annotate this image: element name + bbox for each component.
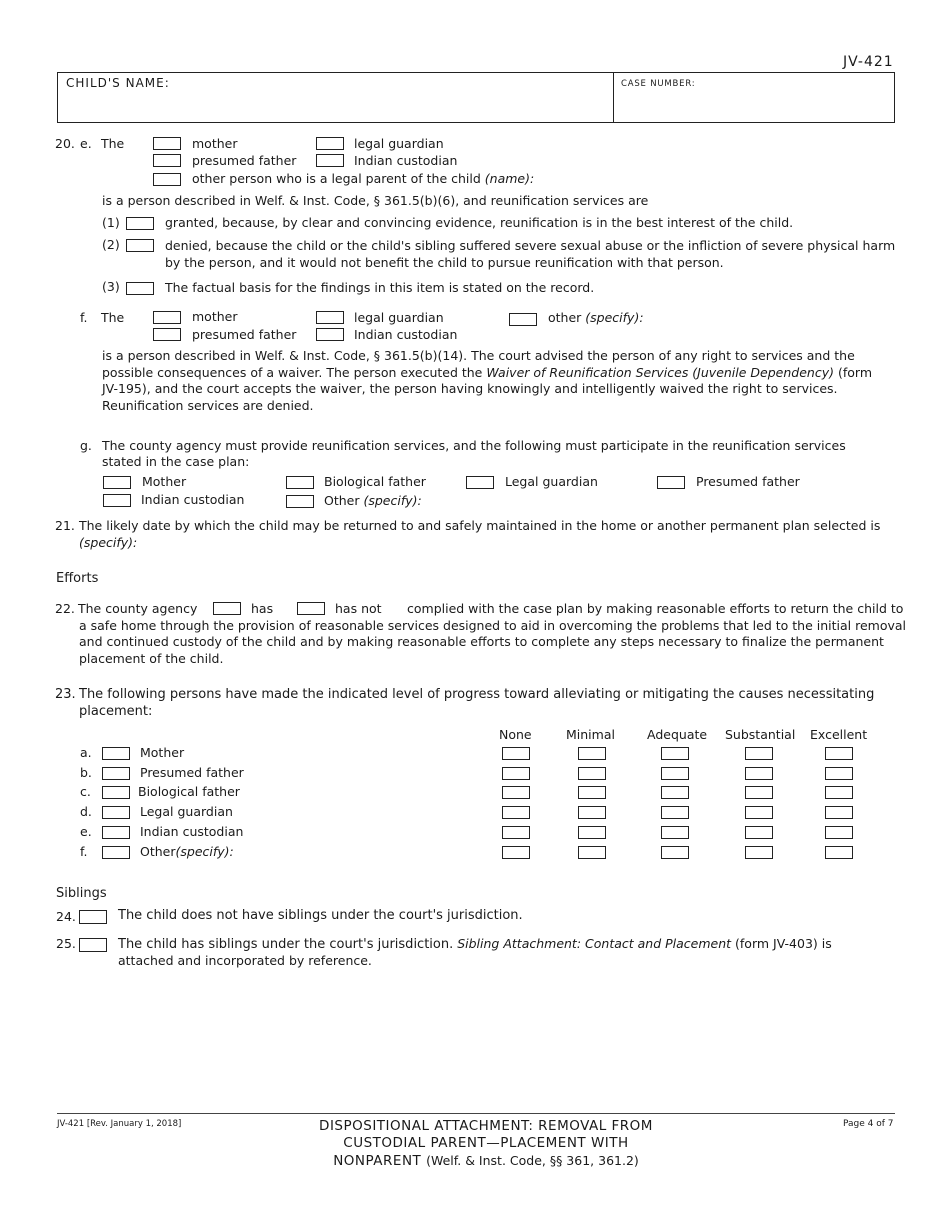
footer-revision: JV-421 [Rev. January 1, 2018] xyxy=(57,1119,182,1129)
childs-name-field[interactable] xyxy=(60,94,610,120)
progress-cell-substantial[interactable] xyxy=(745,826,773,839)
item-21-line1: The likely date by which the child may be returned to and safely maintained in the home or another permanent plan selected is xyxy=(79,518,881,533)
progress-row-label-text: Other xyxy=(140,844,176,859)
progress-row-checkbox[interactable] xyxy=(102,786,130,799)
checkbox-20g-other[interactable] xyxy=(286,495,314,508)
progress-cell-minimal[interactable] xyxy=(578,826,606,839)
progress-row-label-text: Presumed father xyxy=(140,765,244,780)
progress-cell-adequate[interactable] xyxy=(661,806,689,819)
progress-cell-adequate[interactable] xyxy=(661,826,689,839)
checkbox-20e-indian-custodian[interactable] xyxy=(316,154,344,167)
progress-cell-excellent[interactable] xyxy=(825,846,853,859)
progress-row-label xyxy=(140,745,184,760)
progress-cell-excellent[interactable] xyxy=(825,806,853,819)
label-20e-mother: mother xyxy=(192,136,238,151)
item-25-text-b: (form JV-403) is xyxy=(735,936,832,951)
progress-cell-excellent[interactable] xyxy=(825,747,853,760)
label-20g-biological-father: Biological father xyxy=(324,474,426,489)
progress-row-label xyxy=(140,844,234,859)
efforts-heading: Efforts xyxy=(56,571,99,586)
label-20f-legal-guardian: legal guardian xyxy=(354,310,444,325)
item-20e-described: is a person described in Welf. & Inst. Code, § 361.5(b)(6), and reunification services are xyxy=(102,193,649,208)
progress-cell-adequate[interactable] xyxy=(661,786,689,799)
item-20f-the: The xyxy=(101,310,125,325)
item-21-specify: (specify): xyxy=(79,535,138,550)
footer-rule xyxy=(57,1113,895,1114)
progress-row-label-text: Indian custodian xyxy=(140,824,244,839)
progress-row-checkbox[interactable] xyxy=(102,826,130,839)
item-24-number: 24. xyxy=(56,909,76,924)
name-hint: (name): xyxy=(484,171,535,186)
item-22-county-agency: The county agency xyxy=(78,601,198,616)
checkbox-20e-other-person[interactable] xyxy=(153,173,181,186)
item-22-line4: placement of the child. xyxy=(79,651,224,666)
checkbox-20g-legal-guardian[interactable] xyxy=(466,476,494,489)
item-22-number: 22. xyxy=(55,601,75,616)
progress-cell-none[interactable] xyxy=(502,846,530,859)
progress-cell-substantial[interactable] xyxy=(745,747,773,760)
label-20g-presumed-father: Presumed father xyxy=(696,474,800,489)
item-25-line2: attached and incorporated by reference. xyxy=(118,953,372,968)
checkbox-20e-granted[interactable] xyxy=(126,217,154,230)
progress-row-label xyxy=(140,765,244,780)
label-22-has: has xyxy=(251,601,274,616)
checkbox-20g-presumed-father[interactable] xyxy=(657,476,685,489)
paragraph-part-b: (form JV-195), and the court accepts the waiver, the person having knowingly and intelligently waived the right to services. Reunification services are denied. xyxy=(102,364,872,413)
footer-title-cite: (Welf. & Inst. Code, §§ 361, 361.2) xyxy=(426,1153,639,1168)
progress-cell-minimal[interactable] xyxy=(578,747,606,760)
sibling-attachment-title: Sibling Attachment: Contact and Placement xyxy=(457,936,732,951)
checkbox-20e-legal-guardian[interactable] xyxy=(316,137,344,150)
label-20g-mother: Mother xyxy=(142,474,187,489)
item-23-line1: The following persons have made the indicated level of progress toward alleviating or mitigating the causes necessitating xyxy=(79,687,875,702)
progress-column-header: None xyxy=(499,727,532,742)
progress-row-label-text: Legal guardian xyxy=(140,804,233,819)
progress-column-header: Minimal xyxy=(566,727,615,742)
progress-column-header: Excellent xyxy=(810,727,868,742)
item-20e-the: The xyxy=(101,136,125,151)
childs-name-label: CHILD'S NAME: xyxy=(66,76,170,90)
progress-row-letter: a. xyxy=(80,745,92,760)
checkbox-20f-other[interactable] xyxy=(509,313,537,326)
item-20f-letter: f. xyxy=(80,310,88,325)
item-23-number: 23. xyxy=(55,687,76,702)
progress-cell-substantial[interactable] xyxy=(745,767,773,780)
label-20f-presumed-father: presumed father xyxy=(192,327,297,342)
case-number-label: CASE NUMBER: xyxy=(621,79,696,89)
progress-cell-none[interactable] xyxy=(502,826,530,839)
progress-row-checkbox[interactable] xyxy=(102,846,130,859)
progress-cell-none[interactable] xyxy=(502,747,530,760)
label-22-has-not: has not xyxy=(335,601,382,616)
progress-cell-substantial[interactable] xyxy=(745,786,773,799)
progress-cell-minimal[interactable] xyxy=(578,786,606,799)
progress-cell-minimal[interactable] xyxy=(578,846,606,859)
progress-column-header: Adequate xyxy=(647,727,708,742)
progress-cell-none[interactable] xyxy=(502,786,530,799)
paragraph-part-a: is a person described in Welf. & Inst. Code, § 361.5(b)(14). The court advised the person of any right to services and the possible consequences of a waiver. The person executed the xyxy=(102,348,855,380)
item-21-number: 21. xyxy=(55,518,75,533)
progress-cell-substantial[interactable] xyxy=(745,806,773,819)
label-20f-mother: mother xyxy=(192,309,238,324)
progress-row-letter: c. xyxy=(80,784,91,799)
progress-row-label xyxy=(140,804,233,819)
item-22-line1-rest: complied with the case plan by making reasonable efforts to return the child to xyxy=(407,601,904,616)
header-divider xyxy=(613,72,614,123)
specify-hint: (specify): xyxy=(175,844,234,859)
progress-row-letter: b. xyxy=(80,765,92,780)
progress-cell-none[interactable] xyxy=(502,806,530,819)
label-20e-presumed-father: presumed father xyxy=(192,153,297,168)
label-20e-other-person xyxy=(192,171,534,186)
checkbox-20e-factual-basis[interactable] xyxy=(126,282,154,295)
item-25-number: 25. xyxy=(56,936,76,951)
checkbox-22-has-not[interactable] xyxy=(297,602,325,615)
other-person-text: other person who is a legal parent of the child xyxy=(192,171,481,186)
option-3-text: The factual basis for the findings in this item is stated on the record. xyxy=(165,280,595,295)
label-20g-legal-guardian: Legal guardian xyxy=(505,474,598,489)
checkbox-20e-denied[interactable] xyxy=(126,239,154,252)
progress-cell-excellent[interactable] xyxy=(825,767,853,780)
form-id: JV-421 xyxy=(843,54,894,70)
item-20g-line2: stated in the case plan: xyxy=(102,454,250,469)
progress-row-label xyxy=(140,824,243,839)
label-20e-legal-guardian: legal guardian xyxy=(354,136,444,151)
item-22-line3: and continued custody of the child and by making reasonable efforts to complete any steps necessary to finalize the permanent xyxy=(79,634,884,649)
footer-title xyxy=(260,1118,712,1170)
waiver-form-title: Waiver of Reunification Services (Juvenile Dependency) xyxy=(486,364,834,380)
progress-cell-adequate[interactable] xyxy=(661,767,689,780)
item-24-text: The child does not have siblings under the court's jurisdiction. xyxy=(118,908,523,923)
item-25-line1 xyxy=(118,936,832,952)
progress-cell-none[interactable] xyxy=(502,767,530,780)
label-20g-other xyxy=(324,493,422,508)
progress-row-letter: f. xyxy=(80,844,88,859)
progress-row-label-text: Mother xyxy=(140,745,185,760)
progress-row-letter: d. xyxy=(80,804,92,819)
progress-cell-adequate[interactable] xyxy=(661,747,689,760)
checkbox-20f-indian-custodian[interactable] xyxy=(316,328,344,341)
checkbox-25[interactable] xyxy=(79,938,107,952)
item-20g-letter: g. xyxy=(80,438,92,453)
item-22-line2: a safe home through the provision of reasonable services designed to aid in overcoming the problems that led to the initial removal xyxy=(79,618,907,633)
progress-cell-minimal[interactable] xyxy=(578,767,606,780)
progress-row-checkbox[interactable] xyxy=(102,747,130,760)
case-number-field[interactable] xyxy=(618,94,890,120)
item-25-text-a: The child has siblings under the court's jurisdiction. xyxy=(118,937,454,952)
progress-column-header: Substantial xyxy=(725,727,796,742)
checkbox-20g-biological-father[interactable] xyxy=(286,476,314,489)
option-1-number: (1) xyxy=(102,215,120,230)
option-2-number: (2) xyxy=(102,237,120,252)
progress-row-label xyxy=(138,784,240,799)
progress-row-label-text: Biological father xyxy=(138,784,240,799)
item-20g-line1: The county agency must provide reunification services, and the following must participate in the reunification services xyxy=(102,438,846,453)
item-20-number: 20. xyxy=(55,136,75,151)
specify-hint: (specify): xyxy=(585,310,644,325)
checkbox-20e-mother[interactable] xyxy=(153,137,181,150)
other-text: Other xyxy=(324,493,360,508)
checkbox-20g-mother[interactable] xyxy=(103,476,131,489)
siblings-heading: Siblings xyxy=(56,886,107,901)
progress-row-checkbox[interactable] xyxy=(102,806,130,819)
footer-title-line2: CUSTODIAL PARENT—PLACEMENT WITH xyxy=(343,1135,629,1151)
footer-title-line3 xyxy=(260,1152,712,1170)
footer-page: Page 4 of 7 xyxy=(843,1119,894,1129)
option-2-text-line2: by the person, and it would not benefit the child to pursue reunification with that person. xyxy=(165,255,724,270)
checkbox-24[interactable] xyxy=(79,910,107,924)
progress-cell-substantial[interactable] xyxy=(745,846,773,859)
footer-title-nonparent: NONPARENT xyxy=(333,1153,422,1169)
progress-row-checkbox[interactable] xyxy=(102,767,130,780)
checkbox-20f-presumed-father[interactable] xyxy=(153,328,181,341)
item-23-line2: placement: xyxy=(79,704,153,719)
label-20g-indian-custodian: Indian custodian xyxy=(141,492,245,507)
label-20f-indian-custodian: Indian custodian xyxy=(354,327,458,342)
checkbox-20f-legal-guardian[interactable] xyxy=(316,311,344,324)
progress-cell-adequate[interactable] xyxy=(661,846,689,859)
progress-cell-minimal[interactable] xyxy=(578,806,606,819)
checkbox-22-has[interactable] xyxy=(213,602,241,615)
checkbox-20f-mother[interactable] xyxy=(153,311,181,324)
option-1-text: granted, because, by clear and convincing evidence, reunification is in the best interest of the child. xyxy=(165,215,794,230)
label-20f-other xyxy=(548,310,644,325)
progress-row-letter: e. xyxy=(80,824,92,839)
progress-cell-excellent[interactable] xyxy=(825,826,853,839)
checkbox-20g-indian-custodian[interactable] xyxy=(103,494,131,507)
option-3-number: (3) xyxy=(102,279,120,294)
option-2-text-line1: denied, because the child or the child's sibling suffered severe sexual abuse or the infliction of severe physical harm xyxy=(165,238,896,253)
item-20e-letter: e. xyxy=(80,136,92,151)
other-text: other xyxy=(548,310,582,325)
specify-hint: (specify): xyxy=(363,493,422,508)
footer-title-line1: DISPOSITIONAL ATTACHMENT: REMOVAL FROM xyxy=(319,1118,653,1134)
item-20f-paragraph xyxy=(102,348,882,414)
progress-cell-excellent[interactable] xyxy=(825,786,853,799)
label-20e-indian-custodian: Indian custodian xyxy=(354,153,458,168)
checkbox-20e-presumed-father[interactable] xyxy=(153,154,181,167)
